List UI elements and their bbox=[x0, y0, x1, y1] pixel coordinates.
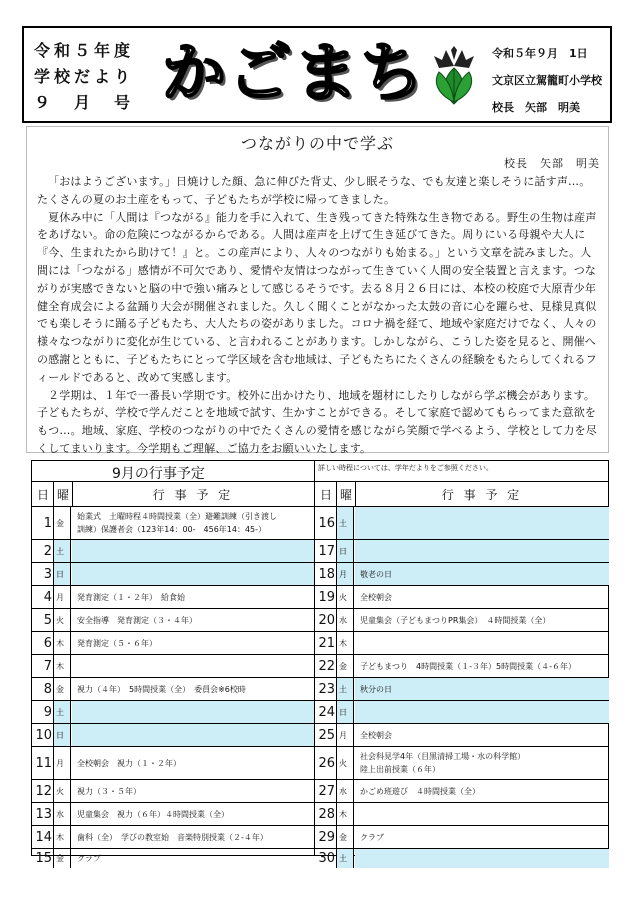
weekday: 金 bbox=[336, 655, 354, 677]
event-text: 児童集会 視力（６年）４時間授業（全） bbox=[77, 809, 229, 819]
schedule-row bbox=[32, 700, 314, 723]
day-number: 19 bbox=[318, 589, 335, 605]
event-text: クラブ bbox=[77, 854, 101, 863]
issue-date: 令和５年９月 1日 bbox=[492, 47, 588, 60]
day-number: 9 bbox=[43, 704, 52, 720]
weekday: 金 bbox=[336, 826, 354, 848]
article-paragraph: 「おはようございます。」日焼けした顔、急に伸びた背丈、少し眠そうな、でも友達と楽しそうに話す声…。たくさんの夏のお土産をもって、子どもたちが学校に帰ってきました。 bbox=[37, 175, 591, 206]
weekday: 日 bbox=[336, 701, 354, 723]
schedule-row bbox=[315, 700, 609, 723]
event-text bbox=[72, 724, 314, 746]
article-paragraph: 夏休み中に「人間は『つながる』能力を手に入れて、生き残ってきた特殊な生き物である。野生の生物は産声をあげない。命の危険につながるからである。人間は産声を上げて生き延びてきた。周りにいる母親や大人に『今、生まれたから助けて！』と。この産声により、人々のつながりも始まる。」という文章を読みました。人間には「つながる」感情が不可欠であり、愛情や友情はつながって生きていく人間の安全装置と言えます。つながりが実感できないと脳の中で強い痛みとして感じるそうです。去る８月２６日には、本校の校庭で大原青少年健全育成会による盆踊り大会が開催されました。久しく聞くことがなかった太鼓の音に心を躍らせ、見様見真似でも楽しそうに踊る子どもたち、大人たちの姿がありました。コロナ禍を経て、地域や家庭だけでなく、人々の様々なつながりに変化が生じている、と言われることがあります。しかしながら、こうした姿を見ると、開催への感謝とともに、子どもたちにとって学区域を含む地域は、子どもたちにたくさんの経験をもたらしてくれるフィールドであると、改めて実感します。 bbox=[37, 210, 597, 384]
event-text bbox=[355, 632, 609, 654]
day-number: 28 bbox=[318, 806, 335, 822]
day-number: 16 bbox=[318, 515, 335, 531]
event-text bbox=[355, 507, 609, 539]
day-number: 24 bbox=[318, 704, 335, 720]
day-number: 29 bbox=[318, 829, 335, 845]
schedule-row bbox=[315, 562, 609, 585]
weekday: 火 bbox=[336, 747, 354, 779]
schedule-row bbox=[32, 677, 314, 700]
schedule-row bbox=[32, 539, 314, 562]
weekday: 日 bbox=[53, 563, 71, 585]
schedule-row bbox=[32, 825, 314, 848]
newsletter-title: かごまち bbox=[162, 37, 426, 111]
event-text: 児童集会（子どもまつりPR集会） ４時間授業（全） bbox=[360, 615, 551, 625]
event-text bbox=[72, 701, 314, 723]
schedule-row bbox=[32, 654, 314, 677]
day-number: 17 bbox=[318, 543, 335, 559]
day-number: 13 bbox=[35, 806, 52, 822]
day-number: 4 bbox=[43, 589, 52, 605]
weekday: 土 bbox=[53, 540, 71, 562]
event-text bbox=[72, 563, 314, 585]
issue-details bbox=[492, 40, 610, 121]
schedule-row bbox=[315, 585, 609, 608]
schedule-row bbox=[315, 723, 609, 746]
schedule-note: 詳しい時程については、学年だよりをご参照ください。 bbox=[318, 464, 493, 472]
weekday: 金 bbox=[53, 849, 71, 868]
header-weekday: 曜 bbox=[339, 488, 352, 502]
weekday: 水 bbox=[336, 609, 354, 631]
event-text bbox=[355, 540, 609, 562]
schedule-row bbox=[315, 825, 609, 848]
day-number: 22 bbox=[318, 658, 335, 674]
weekday: 水 bbox=[53, 803, 71, 825]
schedule-row bbox=[32, 746, 314, 779]
day-number: 7 bbox=[43, 658, 52, 674]
weekday: 月 bbox=[53, 747, 71, 779]
event-text bbox=[72, 540, 314, 562]
day-number: 20 bbox=[318, 612, 335, 628]
header-events: 行 事 予 定 bbox=[441, 488, 523, 502]
weekday: 木 bbox=[53, 826, 71, 848]
day-number: 3 bbox=[43, 566, 52, 582]
issue-line-month: ９ 月 号 bbox=[34, 93, 135, 112]
weekday: 木 bbox=[336, 632, 354, 654]
schedule-row bbox=[315, 608, 609, 631]
weekday: 火 bbox=[336, 586, 354, 608]
schedule-row bbox=[315, 677, 609, 700]
article-title: つながりの中で学ぶ bbox=[240, 134, 394, 153]
principal-message bbox=[26, 126, 609, 453]
header-day: 日 bbox=[319, 488, 332, 502]
weekday: 月 bbox=[336, 724, 354, 746]
schedule-row bbox=[315, 539, 609, 562]
event-text: 子どもまつり 4時間授業（１-３年）5時間授業（４-６年） bbox=[360, 661, 576, 671]
schedule-row bbox=[32, 779, 314, 802]
schedule-row bbox=[315, 802, 609, 825]
school-name: 文京区立駕籠町小学校 bbox=[492, 74, 602, 87]
schedule-title: 9月の行事予定 bbox=[112, 466, 205, 482]
schedule-row bbox=[315, 848, 609, 868]
event-text: 秋分の日 bbox=[355, 678, 609, 700]
issue-info bbox=[34, 38, 154, 116]
day-number: 26 bbox=[318, 755, 335, 771]
day-number: 18 bbox=[318, 566, 335, 582]
event-text: 始業式 土曜時程４時間授業（全）避難訓練（引き渡し 訓練）保護者会（123年14：00- 456年14：45-） bbox=[77, 512, 277, 534]
event-schedule bbox=[31, 460, 609, 866]
event-text: かごめ班遊び ４時間授業（全） bbox=[360, 786, 480, 796]
day-number: 6 bbox=[43, 635, 52, 651]
day-number: 27 bbox=[318, 783, 335, 799]
day-number: 21 bbox=[318, 635, 335, 651]
weekday: 日 bbox=[336, 540, 354, 562]
schedule-row bbox=[315, 746, 609, 779]
schedule-row bbox=[32, 723, 314, 746]
schedule-row bbox=[315, 506, 609, 539]
event-text: 全校朝会 bbox=[360, 730, 392, 740]
day-number: 1 bbox=[43, 515, 52, 531]
day-number: 2 bbox=[43, 543, 52, 559]
event-text bbox=[72, 655, 314, 677]
header-day: 日 bbox=[36, 488, 49, 502]
header-events: 行 事 予 定 bbox=[152, 488, 234, 502]
issue-line-type: 学校だより bbox=[34, 67, 135, 86]
day-number: 25 bbox=[318, 727, 335, 743]
schedule-header-right bbox=[315, 482, 609, 506]
event-text: 全校朝会 視力（１・２年） bbox=[77, 758, 181, 768]
weekday: 土 bbox=[53, 701, 71, 723]
event-text: 社会科見学4年（目黒清掃工場・水の科学館） 陸上出前授業（６年） bbox=[360, 752, 526, 774]
day-number: 23 bbox=[318, 681, 335, 697]
day-number: 12 bbox=[35, 783, 52, 799]
principal-name: 校長 矢部 明美 bbox=[492, 101, 580, 114]
weekday: 土 bbox=[336, 507, 354, 539]
event-text: 発育測定（５・６年） bbox=[77, 638, 157, 648]
weekday: 木 bbox=[336, 803, 354, 825]
event-text bbox=[355, 849, 609, 868]
schedule-row bbox=[32, 608, 314, 631]
weekday: 金 bbox=[53, 678, 71, 700]
header-weekday: 曜 bbox=[56, 488, 69, 502]
newsletter-header bbox=[22, 26, 612, 123]
weekday: 月 bbox=[53, 586, 71, 608]
weekday: 金 bbox=[53, 507, 71, 539]
schedule-header-left bbox=[32, 482, 314, 506]
weekday: 土 bbox=[336, 678, 354, 700]
day-number: 10 bbox=[35, 727, 52, 743]
day-number: 15 bbox=[35, 851, 52, 866]
schedule-row bbox=[32, 631, 314, 654]
schedule-row bbox=[315, 654, 609, 677]
day-number: 5 bbox=[43, 612, 52, 628]
day-number: 30 bbox=[318, 851, 335, 866]
schedule-row bbox=[32, 802, 314, 825]
event-text bbox=[355, 701, 609, 723]
weekday: 木 bbox=[53, 632, 71, 654]
weekday: 月 bbox=[336, 563, 354, 585]
event-text: 安全指導 発育測定（３・４年） bbox=[77, 615, 197, 625]
issue-line-year: 令和５年度 bbox=[34, 41, 135, 60]
event-text: 全校朝会 bbox=[360, 592, 392, 602]
school-emblem-icon bbox=[429, 46, 479, 106]
day-number: 8 bbox=[43, 681, 52, 697]
schedule-row bbox=[32, 562, 314, 585]
schedule-row bbox=[32, 506, 314, 539]
day-number: 11 bbox=[35, 755, 52, 771]
event-text bbox=[355, 803, 609, 825]
weekday: 木 bbox=[53, 655, 71, 677]
event-text: 敬老の日 bbox=[355, 563, 609, 585]
weekday: 水 bbox=[336, 780, 354, 802]
event-text: 視力（４年） 5時間授業（全） 委員会※6校時 bbox=[77, 684, 246, 694]
weekday: 日 bbox=[53, 724, 71, 746]
day-number: 14 bbox=[35, 829, 52, 845]
schedule-row bbox=[315, 779, 609, 802]
article-author: 校長 矢部 明美 bbox=[504, 157, 600, 170]
schedule-row bbox=[32, 848, 314, 868]
event-text: クラブ bbox=[360, 832, 384, 842]
weekday: 火 bbox=[53, 780, 71, 802]
event-text: 歯科（全） 学びの教室始 音楽特別授業（２-４年） bbox=[77, 832, 268, 842]
article-body bbox=[37, 173, 599, 458]
weekday: 土 bbox=[336, 849, 354, 868]
weekday: 火 bbox=[53, 609, 71, 631]
event-text: 視力（３・５年） bbox=[77, 786, 141, 796]
article-paragraph: ２学期は、１年で一番長い学期です。校外に出かけたり、地域を題材にしたりしながら学ぶ機会があります。子どもたちが、学校で学んだことを地域で試す、生かすことができる。そして家庭で認めてもらってまた意欲をもつ…。地域、家庭、学校のつながりの中でたくさんの愛情を感じながら笑顔で学べるよう、学校として力を尽くしてまいります。今学期もご理解、ご協力をお願いいたします。 bbox=[37, 388, 597, 455]
schedule-row bbox=[315, 631, 609, 654]
event-text: 発育測定（１・２年） 給食始 bbox=[77, 592, 185, 602]
schedule-row bbox=[32, 585, 314, 608]
